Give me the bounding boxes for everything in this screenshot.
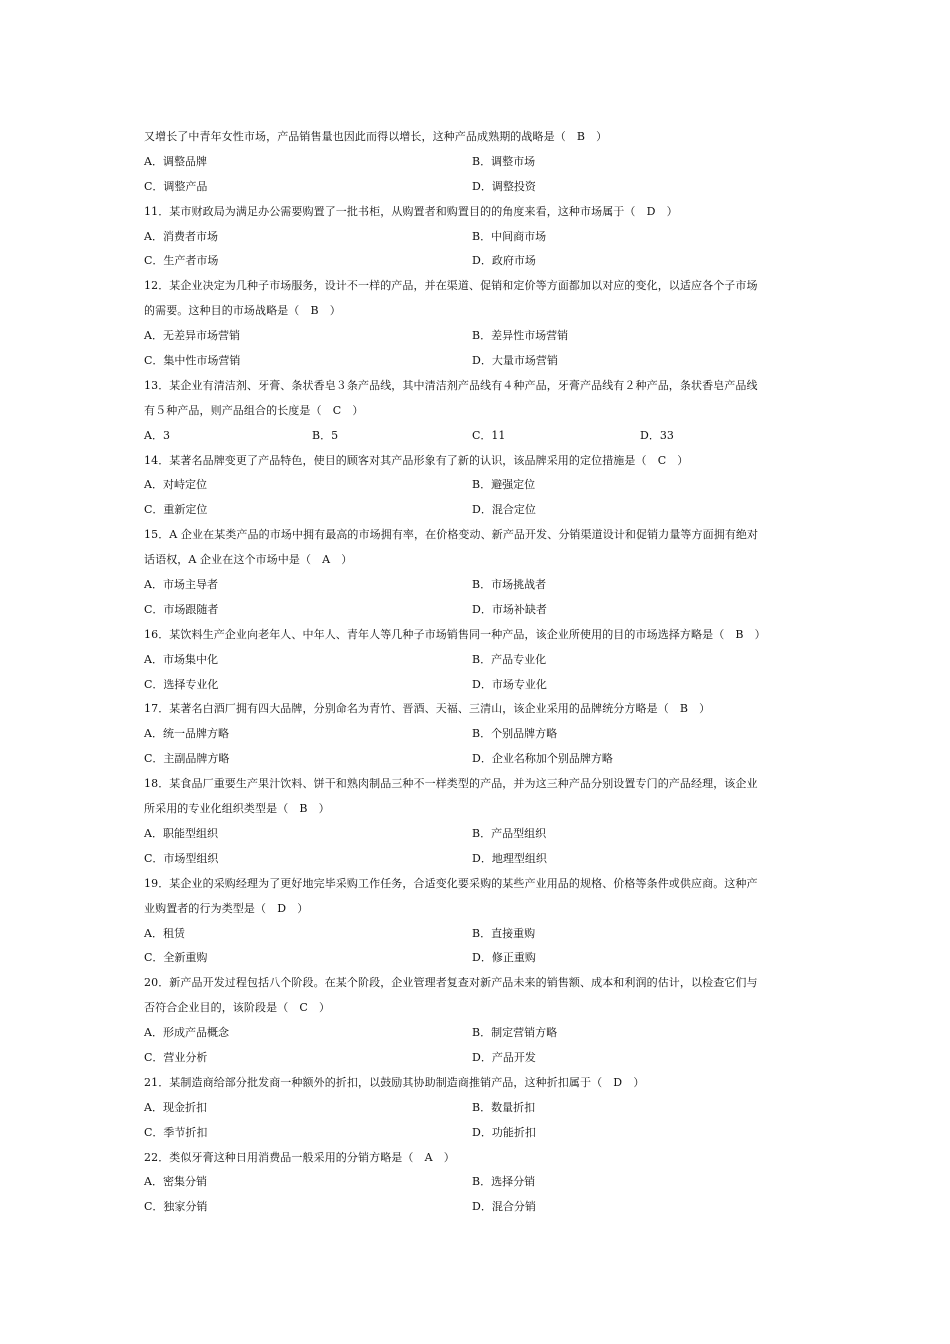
question-20-stem-line-1: 20．新产品开发过程包括八个阶段。在某个阶段，企业管理者复查对新产品未来的销售额、成本和利润的估计，以检查它们与: [144, 976, 758, 990]
option-c: C．独家分销: [144, 1200, 208, 1214]
question-21-options-row-2: [144, 1121, 812, 1146]
question-20-options-row-2: [144, 1046, 812, 1071]
question-10-options-row-1: [144, 150, 812, 175]
question-10-options-row-2: [144, 175, 812, 200]
question-18-options-row-1: [144, 822, 812, 847]
question-18-options-row-2: [144, 847, 812, 872]
option-a: A．对峙定位: [144, 478, 207, 492]
question-21-options-row-1: [144, 1096, 812, 1121]
question-19-options-row-2: [144, 946, 812, 971]
option-a: A．市场集中化: [144, 652, 218, 666]
option-a: A．密集分销: [144, 1175, 207, 1189]
option-c: C．选择专业化: [144, 677, 219, 691]
option-a: A．现金折扣: [144, 1100, 207, 1114]
option-a: A．市场主导者: [144, 578, 218, 592]
question-22-options-row-2: [144, 1195, 812, 1220]
question-list: [144, 125, 812, 1220]
question-13-options-row: [144, 424, 812, 449]
option-b: B．差异性市场营销: [472, 329, 569, 343]
question-15-stem-line-1: 15．A 企业在某类产品的市场中拥有最高的市场拥有率，在价格变动、新产品开发、分销渠道设计和促销力量等方面拥有绝对: [144, 528, 759, 542]
option-d: D．市场补缺者: [472, 602, 547, 616]
option-b: B．产品型组织: [472, 826, 547, 840]
option-c: C．调整产品: [144, 179, 208, 193]
option-d: D．大量市场营销: [472, 354, 558, 368]
question-12-options-row-1: [144, 324, 812, 349]
option-b: B．市场挑战者: [472, 578, 547, 592]
option-b: B．选择分销: [472, 1175, 536, 1189]
question-19-options-row-1: [144, 922, 812, 947]
option-a: A．形成产品概念: [144, 1026, 229, 1040]
question-16-options-row-2: [144, 673, 812, 698]
question-22-stem: 22．类似牙膏这种日用消费品一般采用的分销方略是（ A ）: [144, 1150, 455, 1164]
question-19-stem-line-2: 业购置者的行为类型是（ D ）: [144, 901, 309, 915]
question-20-options-row-1: [144, 1021, 812, 1046]
question-17-options-row-2: [144, 747, 812, 772]
question-13-stem-line-1: 13．某企业有清洁剂、牙膏、条状香皂３条产品线，其中清洁剂产品线有４种产品，牙膏产品线有２种产品，条状香皂产品线: [144, 378, 758, 392]
question-12-stem-line-1: 12．某企业决定为几种子市场服务，设计不一样的产品，并在渠道、促销和定价等方面都加以对应的变化，以适应各个子市场: [144, 279, 758, 293]
option-d: D．政府市场: [472, 254, 536, 268]
question-14-options-row-1: [144, 473, 812, 498]
option-a: A．3: [144, 428, 170, 442]
option-c: C．季节折扣: [144, 1125, 208, 1139]
question-15-stem-line-2: 话语权，A 企业在这个市场中是（ A ）: [144, 553, 353, 567]
option-d: D．修正重购: [472, 951, 536, 965]
option-b: B．5: [312, 428, 339, 442]
question-15-options-row-1: [144, 573, 812, 598]
option-a: A．调整品牌: [144, 154, 207, 168]
option-b: B．产品专业化: [472, 652, 547, 666]
option-c: C．全新重购: [144, 951, 208, 965]
question-11-stem: 11．某市财政局为满足办公需要购置了一批书柜，从购置者和购置目的的角度来看，这种市场属于（ D ）: [144, 204, 678, 218]
option-a: A．租赁: [144, 926, 185, 940]
question-19-stem-line-1: 19．某企业的采购经理为了更好地完毕采购工作任务，合适变化要采购的某些产业用品的规格、价格等条件或供应商。这种产: [144, 876, 758, 890]
option-b: B．中间商市场: [472, 229, 547, 243]
option-c: C．11: [472, 428, 506, 442]
option-d: D．调整投资: [472, 179, 536, 193]
question-13-stem-line-2: 有５种产品，则产品组合的长度是（ C ）: [144, 403, 364, 417]
option-d: D．市场专业化: [472, 677, 547, 691]
option-b: B．调整市场: [472, 154, 536, 168]
question-21-stem: 21．某制造商给部分批发商一种额外的折扣，以鼓励其协助制造商推销产品，这种折扣属于（ D ）: [144, 1075, 645, 1089]
question-18-stem-line-1: 18．某食品厂重要生产果汁饮料、饼干和熟肉制品三种不一样类型的产品，并为这三种产品分别设置专门的产品经理，该企业: [144, 777, 758, 791]
option-a: A．消费者市场: [144, 229, 218, 243]
question-14-options-row-2: [144, 498, 812, 523]
option-c: C．市场跟随者: [144, 602, 219, 616]
option-b: B．个别品牌方略: [472, 727, 558, 741]
option-c: C．市场型组织: [144, 851, 219, 865]
option-b: B．制定营销方略: [472, 1026, 558, 1040]
option-a: A．无差异市场营销: [144, 329, 240, 343]
question-16-stem: 16．某饮料生产企业向老年人、中年人、青年人等几种子市场销售同一种产品，该企业所使用的目的市场选择方略是（ B ）: [144, 627, 766, 641]
option-c: C．集中性市场营销: [144, 354, 241, 368]
option-c: C．主副品牌方略: [144, 752, 230, 766]
option-d: D．33: [640, 428, 674, 442]
option-d: D．产品开发: [472, 1050, 536, 1064]
option-c: C．生产者市场: [144, 254, 219, 268]
question-17-stem: 17．某著名白酒厂拥有四大品牌，分别命名为青竹、晋酒、天福、三清山，该企业采用的品牌统分方略是（ B ）: [144, 702, 711, 716]
option-d: D．地理型组织: [472, 851, 547, 865]
question-12-options-row-2: [144, 349, 812, 374]
option-a: A．统一品牌方略: [144, 727, 229, 741]
option-c: C．营业分析: [144, 1050, 208, 1064]
option-c: C．重新定位: [144, 503, 208, 517]
option-b: B．直接重购: [472, 926, 536, 940]
question-22-options-row-1: [144, 1170, 812, 1195]
question-18-stem-line-2: 所采用的专业化组织类型是（ B ）: [144, 802, 330, 816]
question-11-options-row-2: [144, 249, 812, 274]
question-15-options-row-2: [144, 598, 812, 623]
question-20-stem-line-2: 否符合企业目的，该阶段是（ C ）: [144, 1001, 331, 1015]
option-d: D．混合分销: [472, 1200, 536, 1214]
question-17-options-row-1: [144, 722, 812, 747]
question-10-stem: 又增长了中青年女性市场，产品销售量也因此而得以增长，这种产品成熟期的战略是（ B ）: [144, 130, 608, 143]
question-12-stem-line-2: 的需要。这种目的市场战略是（ B ）: [144, 304, 341, 318]
question-11-options-row-1: [144, 225, 812, 250]
question-16-options-row-1: [144, 648, 812, 673]
option-d: D．功能折扣: [472, 1125, 536, 1139]
option-b: B．数量折扣: [472, 1100, 536, 1114]
option-b: B．避强定位: [472, 478, 536, 492]
question-14-stem: 14．某著名品牌变更了产品特色，使目的顾客对其产品形象有了新的认识，该品牌采用的定位措施是（ C ）: [144, 453, 689, 467]
option-d: D．混合定位: [472, 503, 536, 517]
option-a: A．职能型组织: [144, 826, 218, 840]
option-d: D．企业名称加个别品牌方略: [472, 752, 613, 766]
